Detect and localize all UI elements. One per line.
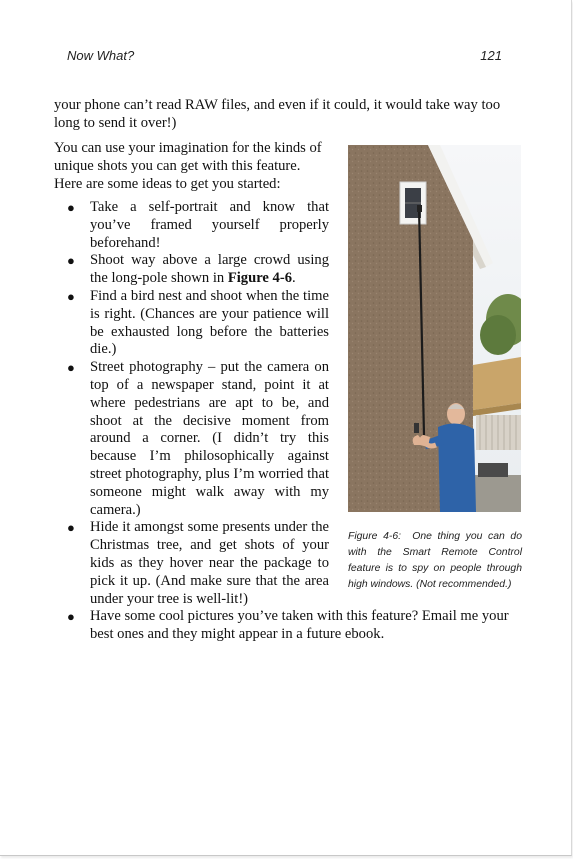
caption-label: Figure 4-6: — [348, 531, 401, 542]
house-pole-photo — [348, 145, 521, 512]
list-item-text: Street photography – put the camera on top of a newspaper stand, point it at where pedestrians are apt to be, and shoot at the decisive moment from around a corner. (I didn’t try this because I’m philosophically against street photography, plus I’m worried that someone might walk away with my camera.) — [90, 359, 329, 518]
running-header — [67, 48, 502, 66]
list-item-text-start: Shoot way above a large crowd using the long-pole shown in — [90, 252, 329, 287]
list-item-text: Have some cool pictures you’ve taken with this feature? Email me your best ones and they might appear in a future ebook. — [90, 608, 509, 643]
intro-paragraph: You can use your imagination for the kinds of unique shots you can get with this feature. Here are some ideas to get you started: — [54, 140, 322, 192]
chapter-title: Now What? — [67, 48, 135, 63]
list-item-text: Find a bird nest and shoot when the time is right. (Chances are your patience will be exhausted long before the batteries die.) — [90, 287, 329, 358]
continuation-paragraph: your phone can’t read RAW files, and even if it could, it would take way too long to send it over!) — [54, 97, 501, 131]
figure-caption — [348, 529, 522, 593]
list-item-text: Hide it amongst some presents under the Christmas tree, and get shots of your kids as they hover near the package to pick it up. (And make sure that the area under your tree is well-lit!) — [90, 519, 329, 607]
bullet-icon: ● — [67, 520, 75, 536]
figure-reference: Figure 4-6 — [227, 270, 293, 287]
bullet-icon: ● — [67, 253, 75, 269]
list-item — [54, 608, 514, 644]
caption-text: One thing you can do with the Smart Remote Control feature is to spy on people through high windows. (Not recommended.) — [348, 531, 522, 590]
bullet-icon: ● — [67, 609, 75, 625]
list-item-text-end: . — [292, 270, 296, 287]
list-item-text: Take a self-portrait and know that you’ve framed yourself properly beforehand! — [90, 199, 329, 251]
bullet-icon: ● — [67, 200, 75, 215]
list-item-text — [90, 252, 329, 288]
page-number: 121 — [480, 48, 502, 63]
figure-photo — [348, 145, 521, 512]
bullet-icon: ● — [67, 360, 75, 376]
bullet-icon: ● — [67, 288, 75, 304]
